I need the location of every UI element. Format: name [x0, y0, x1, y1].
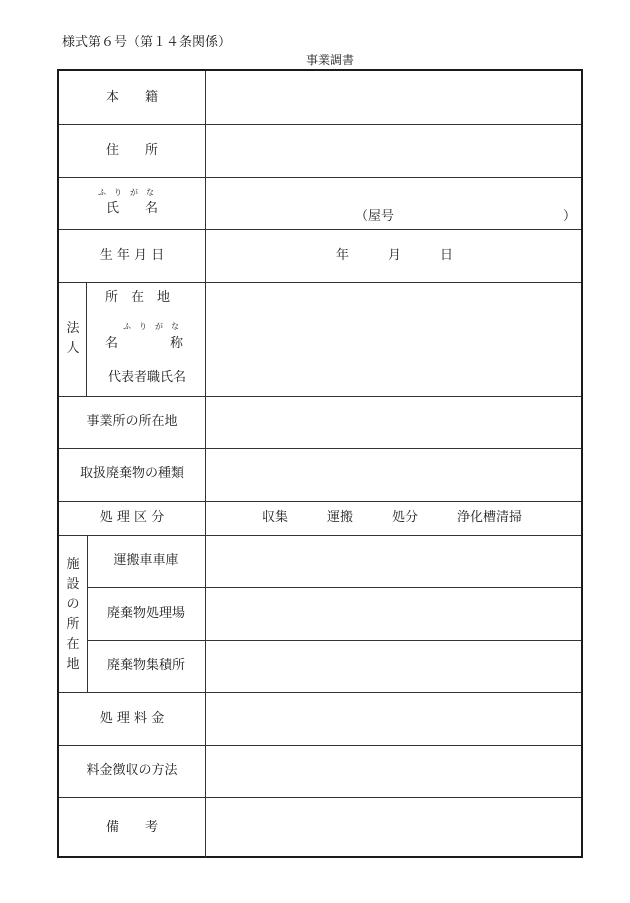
divider: [205, 71, 206, 858]
birthdate-field[interactable]: 年 月 日: [336, 248, 454, 263]
label-daihyo: 代表者職氏名: [107, 370, 186, 385]
label-shori-ryokin: 処 理 料 金: [99, 711, 165, 726]
divider: [87, 640, 581, 641]
divider: [59, 501, 581, 502]
yago-field[interactable]: （屋号 ）: [355, 209, 577, 224]
divider: [59, 745, 581, 746]
divider: [59, 124, 581, 125]
divider: [59, 692, 581, 693]
divider: [87, 587, 581, 588]
label-meisho: 名 称: [105, 336, 184, 351]
furigana-label: ふ り が な: [123, 322, 179, 331]
divider: [59, 396, 581, 397]
form-table: [57, 69, 583, 858]
label-hojin: 法人: [66, 321, 80, 356]
label-jusho: 住 所: [105, 143, 158, 158]
document-title: 事業調書: [305, 53, 354, 67]
label-shisetsu: 施設の所在地: [66, 557, 80, 672]
divider: [59, 448, 581, 449]
label-jigyosho: 事業所の所在地: [86, 414, 178, 429]
kubun-options[interactable]: 収集 運搬 処分 浄化槽清掃: [262, 510, 523, 525]
label-honseki: 本 籍: [105, 90, 158, 105]
label-shori-kubun: 処 理 区 分: [99, 510, 165, 525]
label-shozaichi: 所 在 地: [105, 290, 171, 305]
divider: [59, 535, 581, 536]
form-number: 様式第６号（第１４条関係）: [62, 35, 232, 50]
label-shusekijo: 廃棄物集積所: [106, 658, 185, 673]
label-haikibutsu: 取扱廃棄物の種類: [79, 466, 184, 481]
divider: [59, 229, 581, 230]
divider: [59, 797, 581, 798]
divider: [59, 282, 581, 283]
divider: [86, 282, 87, 396]
label-biko: 備 考: [105, 820, 158, 835]
label-shimei: 氏 名: [105, 201, 158, 216]
divider: [59, 177, 581, 178]
label-shorijo: 廃棄物処理場: [106, 606, 185, 621]
furigana-label: ふ り が な: [98, 188, 154, 197]
label-choshu: 料金徴収の方法: [86, 763, 178, 778]
label-seinengappi: 生 年 月 日: [99, 248, 165, 263]
label-unpan-shako: 運搬車車庫: [113, 553, 179, 568]
